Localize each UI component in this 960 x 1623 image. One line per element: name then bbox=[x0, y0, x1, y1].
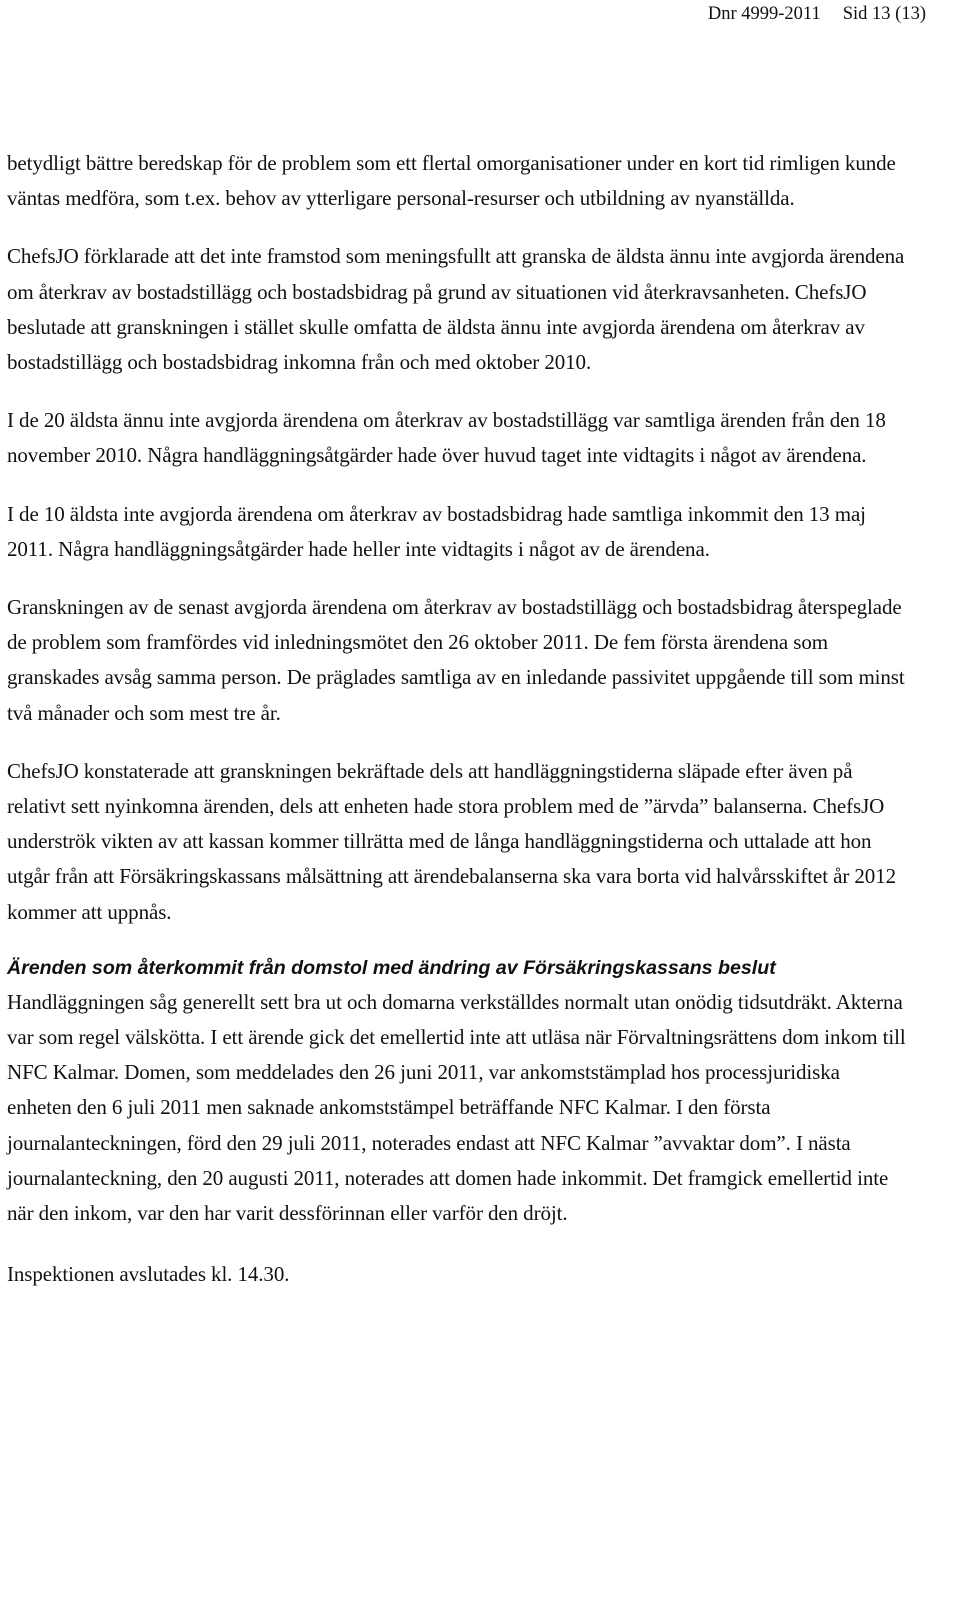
document-body bbox=[7, 146, 907, 1292]
paragraph-review-scope: ChefsJO förklarade att det inte framstod som meningsfullt att granska de äldsta ännu inte avgjorda ärendena om återkrav av bostadstillägg och bostadsbidrag på grund av situationen vid återkravsanheten. ChefsJO beslutade att granskningen i stället skulle omfatta de äldsta ännu inte avgjorda ärendena om återkrav av bostadstillägg och bostadsbidrag inkomna från och med oktober 2010. bbox=[7, 244, 905, 375]
paragraph-conclusion: ChefsJO konstaterade att granskningen bekräftade dels att handläggningstiderna släpade efter även på relativt sett nyinkomna ärenden, dels att enheten hade stora problem med de ”ärvda” balanserna. ChefsJO underströk vikten av att kassan kommer tillrätta med de långa handläggningstiderna och uttalade att hon utgår från att Försäkringskassans målsättning att ärendebalanserna ska vara borta vid halvårsskiftet år 2012 kommer att uppnås. bbox=[7, 758, 896, 924]
section-heading: Ärenden som återkommit från domstol med ändring av Försäkringskassans beslut bbox=[7, 956, 776, 979]
page-number: Sid 13 (13) bbox=[842, 4, 926, 24]
paragraph-housing-allowance: I de 10 äldsta inte avgjorda ärendena om återkrav av bostadsbidrag hade samtliga inkommit den 13 maj 2011. Några handläggningsåtgärder hade heller inte vidtagits i något av de ärendena. bbox=[7, 501, 866, 561]
paragraph-housing-supplement: I de 20 äldsta ännu inte avgjorda ärendena om återkrav av bostadstillägg var samtliga ärenden från den 18 november 2010. Några handläggningsåtgärder hade över huvud taget inte vidtagits i något av ärendena. bbox=[7, 408, 886, 468]
paragraph-review-findings: Granskningen av de senast avgjorda ärendena om återkrav av bostadstillägg och bostadsbidrag återspeglade de problem som framfördes vid inledningsmötet den 26 oktober 2011. De fem första ärendena som granskades avsåg samma person. De präglades samtliga av en inledande passivitet uppgående till som minst två månader och som mest tre år. bbox=[7, 595, 905, 725]
closing-line: Inspektionen avslutades kl. 14.30. bbox=[7, 1262, 290, 1287]
document-number: Dnr 4999-2011 bbox=[707, 4, 821, 24]
paragraph-court-cases: Handläggningen såg generellt sett bra ut och domarna verkställdes normalt utan onödig tidsutdräkt. Akterna var som regel välskötta. I ett ärende gick det emellertid inte att utläsa när Förvaltningsrättens dom inkom till NFC Kalmar. Domen, som meddelades den 26 juni 2011, var ankomststämplad hos processjuridiska enheten den 6 juli 2011 men saknade ankomststämpel beträffande NFC Kalmar. I den första journalanteckningen, förd den 29 juli 2011, noterades endast att NFC Kalmar ”avvaktar dom”. I nästa journalanteckning, den 20 augusti 2011, noterades att domen hade inkommit. Det framgick emellertid inte när den inkom, var den har varit dessförinnan eller varför den dröjt. bbox=[7, 989, 906, 1226]
paragraph-preparedness: betydligt bättre beredskap för de problem som ett flertal omorganisationer under en kort tid rimligen kunde väntas medföra, som t.ex. behov av ytterligare personal-resurser och utbildning av nyanställda. bbox=[7, 151, 896, 211]
page-header bbox=[708, 0, 926, 28]
